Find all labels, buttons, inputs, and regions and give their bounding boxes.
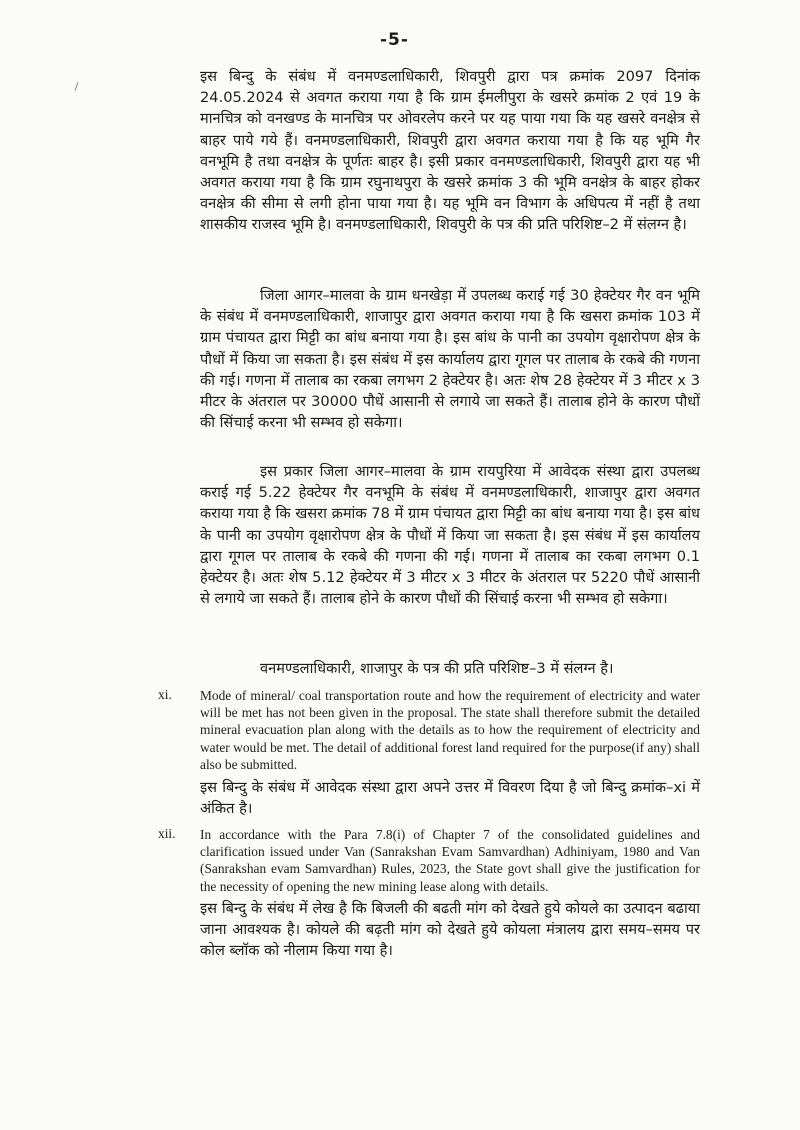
item-xi-reply: इस बिन्दु के संबंध में आवेदक संस्था द्वारा अपने उत्तर में विवरण दिया है जो बिन्दु क्रमांक–xi में अंकित है।: [200, 779, 700, 818]
page-number: -5-: [380, 30, 409, 50]
paragraph-annexure-3: वनमण्डलाधिकारी, शाजापुर के पत्र की प्रति परिशिष्ट–3 में संलग्न है।: [260, 660, 614, 677]
item-marker-xi: xi.: [158, 687, 172, 702]
paragraph-raipuriya: इस प्रकार जिला आगर–मालवा के ग्राम रायपुरिया में आवेदक संस्था द्वारा उपलब्ध कराई गई 5.22 हेक्टेयर गैर वनभूमि के संबंध में वनमण्डलाधिकारी, शाजापुर द्वारा अवगत कराया गया है कि खसरा क्रमांक 78 में ग्राम पंचायत द्वारा मिट्टी का बांध बनाया गया है। इस बांध के पानी का उपयोग वृक्षारोपण क्षेत्र के पौधों में किया जा सकता है। इस संबंध में इस कार्यालय द्वारा गूगल पर तालाब के रकबे की गणना की गई। गणना में तालाब का रकबा लगभग 0.1 हेक्टेयर है। अतः शेष 5.12 हेक्टेयर में 3 मीटर x 3 मीटर के अंतराल पर 5220 पौधें आसानी से लगाये जा सकते हैं। तालाब होने के कारण पौधों की सिंचाई करना भी सम्भव हो सकेगा।: [200, 463, 700, 608]
paragraph-shivpuri: इस बिन्दु के संबंध में वनमण्डलाधिकारी, शिवपुरी द्वारा पत्र क्रमांक 2097 दिनांक 24.05.2024 से अवगत कराया गया है कि ग्राम ईमलीपुरा के खसरे क्रमांक 2 एवं 19 के मानचित्र को वनखण्ड के मानचित्र पर ओवरलेप करने पर यह पाया गया कि यह खसरे वनक्षेत्र से बाहर पाये गये हैं। वनमण्डलाधिकारी, शिवपुरी द्वारा अवगत कराया गया है कि यह भूमि गैर वनभूमि है तथा वनक्षेत्र के पूर्णतः बाहर है। इसी प्रकार वनमण्डलाधिकारी, शिवपुरी द्वारा यह भी अवगत कराया गया है कि ग्राम रघुनाथपुरा के खसरे क्रमांक 3 की भूमि वनक्षेत्र के बाहर होकर वनक्षेत्र की सीमा से लगी होना पाया गया है। यह भूमि वन विभाग के अधिपत्य में नहीं है तथा शासकीय राजस्व भूमि है। वनमण्डलाधिकारी, शिवपुरी के पत्र की प्रति परिशिष्ट–2 में संलग्न है।: [200, 68, 700, 234]
item-xii-condition: In accordance with the Para 7.8(i) of Chapter 7 of the consolidated guidelines and clarification issued under Van (Sanrakshan Evam Samvardhan) Adhiniyam, 1980 and Van (Sanrakshan evam Samvardhan) Rules, 2023, the State govt shall give the justification for the necessity of opening the new mining lease along with details.: [200, 827, 700, 894]
item-xi-condition: Mode of mineral/ coal transportation route and how the requirement of electricity and water will be met has not been given in the proposal. The state shall therefore submit the detailed mineral evacuation plan along with the details as to how the requirement of electricity and water would be met. The detail of additional forest land required for the purpose(if any) shall also be submitted.: [200, 688, 700, 772]
item-marker-xii: xii.: [158, 826, 176, 841]
scan-speck: [74, 82, 78, 91]
paragraph-dhankheda: जिला आगर–मालवा के ग्राम धनखेड़ा में उपलब्ध कराई गई 30 हेक्टेयर गैर वन भूमि के संबंध में वनमण्डलाधिकारी, शाजापुर द्वारा अवगत कराया गया है कि खसरा क्रमांक 103 में ग्राम पंचायत द्वारा मिट्टी का बांध बनाया गया है। इस बांध के पानी का उपयोग वृक्षारोपण क्षेत्र के पौधों में किया जा सकता है। इस संबंध में इस कार्यालय द्वारा गूगल पर तालाब के रकबे की गणना की गई। गणना में तालाब का रकबा लगभग 2 हेक्टेयर है। अतः शेष 28 हेक्टेयर में 3 मीटर x 3 मीटर के अंतराल पर 30000 पौधें आसानी से लगाये जा सकते हैं। तालाब होने के कारण पौधों की सिंचाई करना भी सम्भव हो सकेगा।: [200, 287, 700, 432]
item-xii-reply: इस बिन्दु के संबंध में लेख है कि बिजली की बढती मांग को देखते हुये कोयले का उत्पादन बढाया जाना आवश्यक है। कोयले की बढ़ती मांग को देखते हुये कोयला मंत्रालय द्वारा समय–समय पर कोल ब्लॉक को नीलाम किया गया है।: [200, 900, 700, 960]
